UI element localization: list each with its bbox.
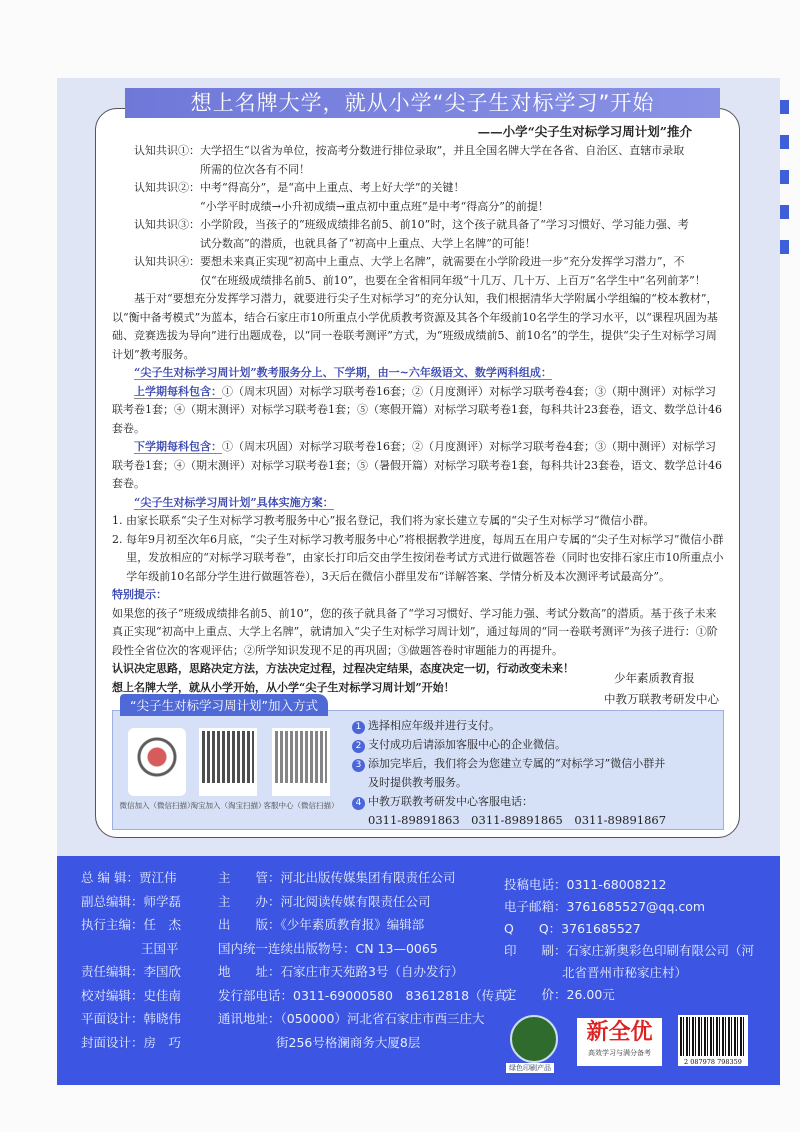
signature-line: 中教万联教考研发中心 [604, 692, 719, 706]
step-text: 及时提供教考服务。 [368, 776, 467, 789]
step-number-icon: 1 [352, 721, 365, 734]
credit-line: 校对编辑：史佳南 [81, 987, 182, 1003]
step-text: 支付成功后请添加客服中心的企业微信。 [368, 738, 566, 751]
intro-paragraph: 基于对“要想充分发挥学习潜力，就要进行尖子生对标学习”的充分认知，我们根据清华大学附属小学组编的“校本教材”，以“衡中备考模式”为蓝本，结合石家庄市10所重点小学优质教考资源及其各个年级前10名学生的学习水平，以“课程巩固为基础、竞赛选拔为导向”进行出题成卷，以“同一卷联考测评”方式，为“班级成绩前5、前10名”的学生，提供“尖子生对标学习周计划”教考服务。 [112, 292, 718, 361]
credit-line: 地 址：石家庄市天苑路3号（自办发行） [218, 964, 464, 979]
credit-line: 印 刷：石家庄新奥彩色印刷有限公司（河 [504, 943, 755, 958]
credit-line: 国内统一连续出版物号：CN 13—0065 [218, 940, 438, 956]
cognition-item [134, 142, 724, 179]
step-number-icon: 2 [352, 740, 365, 753]
step-text: 中教万联教考研发中心客服电话： [368, 795, 533, 808]
second-term [112, 438, 724, 494]
qr-code-icon [131, 731, 183, 783]
cognition-line: 中考“得高分”，是“高中上重点、考上好大学”的关键！ [200, 181, 465, 194]
credit-line: 平面设计：韩晓伟 [81, 1011, 182, 1026]
credit-line: 责任编辑：李国欣 [81, 964, 182, 979]
join-heading: “尖子生对标学习周计划”加入方式 [120, 694, 328, 716]
brand-slogan: 高效学习与满分备考 [588, 1049, 651, 1057]
credit-line: Q Q：3761685527 [504, 921, 641, 936]
cognition-line: 所需的位次各有不同！ [200, 162, 310, 176]
service-phones: 0311-89891863 0311-89891865 0311-89891867 [368, 813, 667, 827]
cognition-label: 认知共识①： [134, 144, 200, 157]
colophon [57, 856, 780, 1085]
cognition-item [134, 253, 724, 290]
cognition-line: 要想未来真正实现“初高中上重点、大学上名牌”，就需要在小学阶段进一步“充分发挥学习潜力”，不 [200, 255, 685, 268]
cognition-label: 认知共识④： [134, 255, 200, 268]
credit-line: 执行主编：任 杰 [81, 917, 182, 932]
first-term-text: ①（周末巩固）对标学习联考卷16套；②（月度测评）对标学习联考卷4套；③（期中测评）对标学习联考卷1套；④（期末测评）对标学习联考卷1套；⑤（寒假开篇）对标学习联考卷1套，每科共计23套卷，语文、数学总计46套卷。 [112, 384, 722, 435]
step-text: 添加完毕后，我们将会为您建立专属的“对标学习”微信小群并 [368, 757, 666, 770]
brand-logo [577, 1018, 662, 1066]
step-number-icon: 4 [352, 797, 365, 810]
first-term-label: 上学期每科包含： [134, 384, 222, 398]
service-heading: “尖子生对标学习周计划”教考服务分上、下学期，由一~六年级语文、数学两科组成： [134, 366, 552, 379]
join-step [352, 716, 666, 735]
taobao-qr-code[interactable] [199, 728, 257, 796]
credit-line: 总 编 辑：贾江伟 [81, 870, 177, 885]
first-term [112, 383, 724, 439]
edge-stripe [780, 135, 789, 149]
edge-stripe [780, 240, 789, 254]
edge-stripe [780, 100, 789, 114]
slogan-1: 认识决定思路，思路决定方法，方法决定过程，过程决定结果，态度决定一切，行动改变未来！ [112, 662, 574, 675]
cognition-line: “小学平时成绩→小升初成绩→重点初中重点班”是中考“得高分”的前提！ [200, 199, 549, 213]
credit-line: 街256号格澜商务大厦8层 [276, 1034, 421, 1050]
credit-line: 王国平 [141, 940, 179, 956]
cognition-item [134, 216, 724, 253]
cognition-line: 大学招生“以省为单位，按高考分数进行排位录取”，并且全国名牌大学在各省、自治区、直辖市录取 [200, 144, 685, 157]
plan-heading-wrap [112, 494, 724, 513]
article-body [112, 142, 724, 697]
qr-code-icon [202, 731, 254, 783]
service-heading-wrap [112, 364, 724, 383]
credit-line: 通讯地址：（050000）河北省石家庄市西三庄大 [218, 1011, 485, 1026]
join-step [352, 754, 666, 773]
cognition-line: 小学阶段，当孩子的“班级成绩排名前5、前10”时，这个孩子就具备了“学习习惯好、学习能力强、考 [200, 218, 689, 231]
cognition-label: 认知共识②： [134, 181, 200, 194]
credit-line: 发行部电话：0311-69000580 83612818（传真） [218, 987, 520, 1003]
plan-item: 1. 由家长联系“尖子生对标学习教考服务中心”报名登记，我们将为家长建立专属的“尖子生对标学习”微信小群。 [112, 514, 655, 527]
credit-line: 主 管：河北出版传媒集团有限责任公司 [218, 870, 456, 885]
credit-line: 电子邮箱：3761685527@qq.com [504, 899, 706, 914]
subtitle: ——小学“尖子生对标学习周计划”推介 [477, 124, 692, 139]
edge-stripe [780, 170, 789, 184]
cognition-line: 仅“在班级成绩排名前5、前10”，也要在全省相同年级“十几万、几十万、上百万”名学生中“名列前茅”！ [200, 273, 706, 287]
credit-line: 投稿电话：0311-68008212 [504, 877, 667, 892]
wechat-miniprogram-code[interactable] [128, 728, 186, 796]
barcode-number: 2 087978 798359 [678, 1058, 748, 1066]
credit-line: 副总编辑：师学磊 [81, 893, 182, 909]
credit-line: 北省晋州市秘家庄村） [562, 965, 688, 980]
green-print-caption: 绿色印刷产品 [506, 1063, 554, 1073]
credit-line: 定 价：26.00元 [504, 987, 615, 1002]
signature [604, 668, 719, 710]
join-step [352, 792, 666, 811]
green-print-logo-icon [510, 1015, 558, 1063]
second-term-label: 下学期每科包含： [134, 440, 222, 453]
brand-name: 新全优 [586, 1020, 653, 1045]
qr-caption: 微信加入（微信扫描） [119, 801, 195, 810]
credits-right [504, 874, 754, 1006]
tip-heading: 特别提示： [112, 588, 167, 601]
credits-middle [218, 866, 519, 1054]
credit-line: 出 版：《少年素质教育报》编辑部 [218, 917, 425, 932]
credit-line: 主 办：河北阅读传媒有限责任公司 [218, 893, 431, 909]
tip-text: 如果您的孩子“班级成绩排名前5、前10”，您的孩子就具备了“学习习惯好、学习能力强、考试分数高”的潜质。基于孩子未来真正实现“初高中上重点、大学上名牌”，就请加入“尖子生对标学习周计划”，通过每周的“同一卷联考测评”为孩子进行：①阶段性全省位次的客观评估；②所学知识发现不足的再巩固；③做题答卷时审题能力的再提升。 [112, 606, 718, 657]
cognition-item [134, 179, 724, 216]
plan-item: 2. 每年9月初至次年6月底，“尖子生对标学习教考服务中心”将根据教学进度，每周五在用户专属的“尖子生对标学习”微信小群里，发放相应的“对标学习联考卷”，由家长打印后交由学生按闭卷考试方式进行做题答卷（同时也安排石家庄市10所重点小学年级前10名部分学生进行做题答卷），3天后在微信小群里发布“详解答案、学情分析及本次测评考试最高分”。 [112, 532, 724, 583]
signature-line: 少年素质教育报 [614, 671, 695, 685]
credits-left [81, 866, 181, 1054]
qr-caption: 淘宝加入（淘宝扫描） [190, 801, 266, 810]
cognition-list [112, 142, 724, 290]
edge-stripe [780, 205, 789, 219]
qr-caption: 客服中心（微信扫描） [263, 801, 339, 810]
second-term-text: ①（周末巩固）对标学习联考卷16套；②（月度测评）对标学习联考卷4套；③（期中测评）对标学习联考卷1套；④（期末测评）对标学习联考卷1套；⑤（暑假开篇）对标学习联考卷1套，每科共计23套卷，语文、数学总计46套卷。 [112, 440, 722, 490]
barcode-icon [678, 1015, 748, 1058]
page-title: 想上名牌大学，就从小学“尖子生对标学习”开始 [125, 88, 720, 118]
step-text: 选择相应年级并进行支付。 [368, 719, 500, 732]
cognition-line: 试分数高”的潜质，也就具备了“初高中上重点、大学上名牌”的可能！ [200, 236, 536, 250]
plan-heading: “尖子生对标学习周计划”具体实施方案： [134, 495, 334, 509]
credit-line: 封面设计：房 巧 [81, 1034, 182, 1050]
join-step [352, 735, 666, 754]
qr-code-icon [275, 731, 327, 783]
join-steps [352, 716, 666, 830]
service-qr-code[interactable] [272, 728, 330, 796]
cognition-label: 认知共识③： [134, 218, 200, 231]
step-number-icon: 3 [352, 759, 365, 772]
slogan-2: 想上名牌大学，就从小学开始，从小学“尖子生对标学习周计划”开始！ [112, 680, 455, 694]
